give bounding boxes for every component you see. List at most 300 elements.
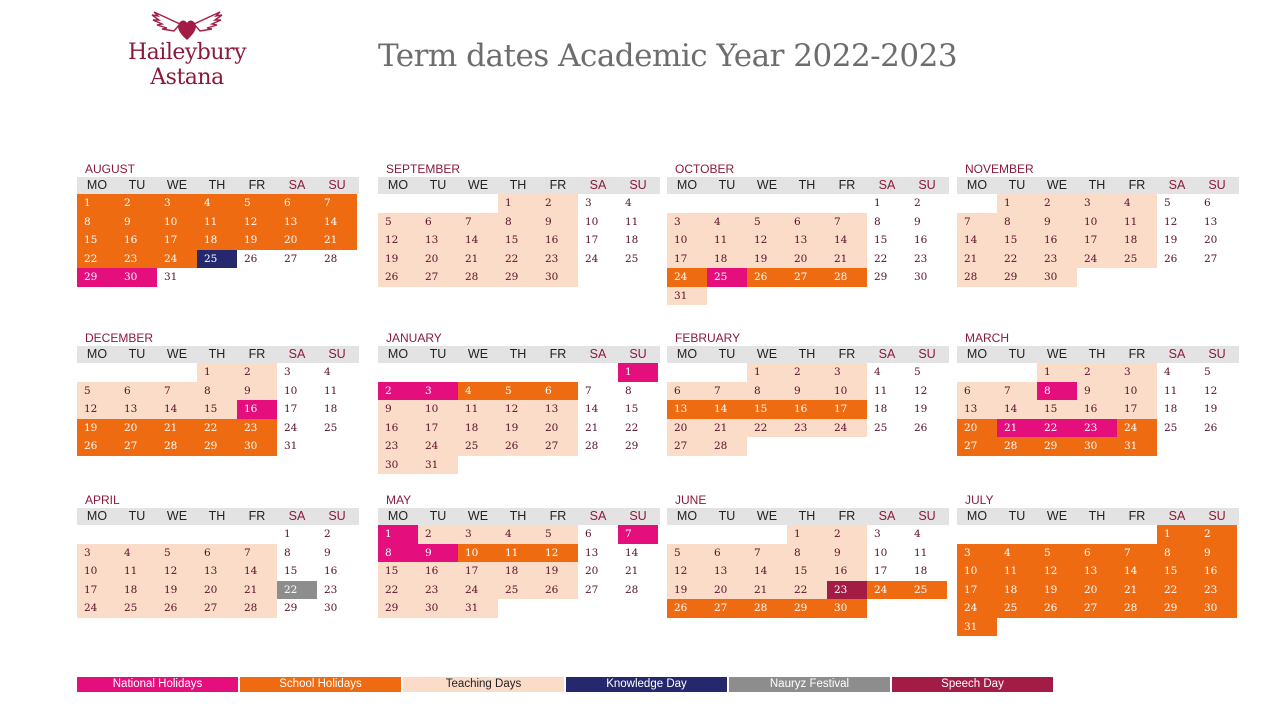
day-cell: 6 — [957, 382, 997, 401]
month-name: OCTOBER — [675, 162, 735, 176]
day-cell: 22 — [787, 581, 827, 600]
day-cell: 29 — [378, 599, 418, 618]
day-cell: 7 — [618, 525, 658, 544]
day-cell: 1 — [498, 194, 538, 213]
weekday-label: MO — [86, 509, 108, 523]
day-cell: 11 — [117, 562, 157, 581]
day-cell: 19 — [77, 419, 117, 438]
month-august — [77, 162, 359, 287]
weekday-label: SU — [629, 509, 647, 523]
day-cell: 4 — [707, 213, 747, 232]
day-cell: 1 — [874, 197, 881, 209]
day-cell: 15 — [747, 400, 787, 419]
day-cell: 11 — [874, 384, 888, 397]
day-cell: 24 — [667, 268, 707, 287]
day-cell: 13 — [197, 562, 237, 581]
week-row — [957, 525, 1239, 544]
day-cell: 4 — [1117, 194, 1157, 213]
day-cell: 6 — [538, 382, 578, 401]
day-cell: 29 — [1157, 599, 1197, 618]
weekday-label: MO — [676, 509, 698, 523]
week-row — [667, 363, 949, 382]
day-cell: 23 — [237, 419, 277, 438]
day-cell: 17 — [874, 565, 888, 577]
day-cell: 27 — [1077, 599, 1117, 618]
week-row — [378, 268, 660, 287]
day-cell: 22 — [1157, 581, 1197, 600]
day-cell: 17 — [77, 581, 117, 600]
day-cell: 5 — [667, 544, 707, 563]
day-cell: 12 — [667, 562, 707, 581]
day-cell: 17 — [1077, 231, 1117, 250]
week-row — [667, 213, 949, 232]
day-cell: 26 — [244, 252, 258, 265]
week-row — [667, 544, 949, 563]
day-cell: 20 — [1077, 581, 1117, 600]
day-cell: 2 — [117, 194, 157, 213]
weekday-label: SU — [1208, 178, 1226, 192]
weekday-label: TH — [1088, 347, 1106, 361]
day-cell: 21 — [957, 250, 997, 269]
day-cell: 19 — [1037, 581, 1077, 600]
day-cell: 26 — [378, 268, 418, 287]
day-cell: 20 — [957, 419, 997, 438]
day-cell: 13 — [1204, 215, 1218, 228]
day-cell: 7 — [957, 213, 997, 232]
weekday-label: SA — [288, 509, 306, 523]
day-cell: 4 — [997, 544, 1037, 563]
day-cell: 12 — [747, 231, 787, 250]
day-cell: 12 — [914, 384, 928, 397]
day-cell: 19 — [498, 419, 538, 438]
day-cell: 2 — [914, 197, 921, 209]
week-row — [957, 382, 1239, 401]
weekday-label: SA — [288, 347, 306, 361]
weekday-label: TU — [718, 347, 736, 361]
weekday-label: TH — [208, 347, 226, 361]
day-cell: 18 — [914, 565, 928, 577]
day-cell: 2 — [827, 525, 867, 544]
day-cell: 3 — [827, 363, 867, 382]
day-cell: 27 — [667, 437, 707, 456]
day-cell: 15 — [77, 231, 117, 250]
weekday-header — [77, 508, 359, 525]
day-cell: 29 — [498, 268, 538, 287]
day-cell: 8 — [1157, 544, 1197, 563]
week-row — [378, 231, 660, 250]
day-cell: 3 — [667, 213, 707, 232]
week-row — [77, 363, 359, 382]
weekday-label: SU — [918, 509, 936, 523]
day-cell: 9 — [827, 544, 867, 563]
month-name: JANUARY — [386, 331, 442, 345]
day-cell: 8 — [197, 382, 237, 401]
weekday-label: SA — [589, 347, 607, 361]
day-cell: 14 — [827, 231, 867, 250]
day-cell: 1 — [787, 525, 827, 544]
day-cell: 16 — [418, 562, 458, 581]
day-cell: 13 — [957, 400, 997, 419]
weekday-header — [77, 177, 359, 194]
day-cell: 25 — [117, 599, 157, 618]
day-cell: 24 — [867, 581, 907, 600]
week-row — [77, 400, 359, 419]
day-cell: 6 — [1204, 197, 1211, 209]
day-cell: 18 — [1117, 231, 1157, 250]
week-row — [77, 382, 359, 401]
weekday-label: SA — [878, 347, 896, 361]
day-cell: 3 — [1077, 194, 1117, 213]
day-cell: 4 — [625, 197, 632, 209]
day-cell: 29 — [874, 271, 888, 283]
week-row — [77, 544, 359, 563]
day-cell: 18 — [707, 250, 747, 269]
weekday-label: TH — [798, 178, 816, 192]
day-cell: 20 — [418, 250, 458, 269]
day-cell: 15 — [874, 234, 888, 246]
month-name: AUGUST — [85, 162, 136, 176]
weekday-label: TH — [208, 178, 226, 192]
week-row — [77, 562, 359, 581]
day-cell: 30 — [538, 268, 578, 287]
day-cell: 26 — [914, 421, 928, 434]
day-cell: 10 — [827, 382, 867, 401]
day-cell: 15 — [1037, 400, 1077, 419]
day-cell: 14 — [625, 546, 639, 559]
weekday-header — [378, 346, 660, 363]
week-row — [957, 231, 1239, 250]
month-january — [378, 331, 660, 474]
day-cell: 8 — [284, 546, 291, 559]
day-cell: 28 — [324, 252, 338, 265]
day-cell: 30 — [117, 268, 157, 287]
day-cell: 8 — [378, 544, 418, 563]
day-cell: 19 — [237, 231, 277, 250]
week-row — [957, 562, 1239, 581]
week-row — [957, 618, 1239, 637]
weekday-label: MO — [86, 178, 108, 192]
day-cell: 11 — [707, 231, 747, 250]
day-cell: 5 — [1037, 544, 1077, 563]
day-cell: 22 — [277, 581, 317, 600]
day-cell: 10 — [585, 215, 599, 228]
weekday-label: SU — [328, 509, 346, 523]
day-cell: 3 — [157, 194, 197, 213]
day-cell: 10 — [957, 562, 997, 581]
week-row — [77, 231, 359, 250]
day-cell: 24 — [827, 419, 867, 438]
day-cell: 5 — [378, 213, 418, 232]
day-cell: 7 — [237, 544, 277, 563]
week-row — [378, 581, 660, 600]
month-september — [378, 162, 660, 287]
day-cell: 17 — [458, 562, 498, 581]
weekday-label: SU — [328, 178, 346, 192]
day-cell: 28 — [827, 268, 867, 287]
day-cell: 6 — [277, 194, 317, 213]
day-cell: 5 — [1164, 197, 1171, 209]
weekday-label: TU — [429, 178, 447, 192]
weekday-label: WE — [1046, 509, 1068, 523]
day-cell: 15 — [284, 565, 298, 577]
day-cell: 17 — [157, 231, 197, 250]
day-cell: 27 — [197, 599, 237, 618]
day-cell: 15 — [625, 403, 639, 415]
week-row — [667, 525, 949, 544]
day-cell: 7 — [747, 544, 787, 563]
day-cell: 4 — [914, 528, 921, 540]
day-cell: 13 — [277, 213, 317, 232]
day-cell: 13 — [538, 400, 578, 419]
day-cell: 25 — [197, 250, 237, 269]
day-cell: 2 — [1077, 363, 1117, 382]
day-cell: 11 — [498, 544, 538, 563]
day-cell: 28 — [237, 599, 277, 618]
week-row — [77, 250, 359, 269]
day-cell: 28 — [625, 583, 639, 596]
weekday-label: FR — [248, 347, 266, 361]
day-cell: 9 — [378, 400, 418, 419]
day-cell: 14 — [157, 400, 197, 419]
day-cell: 24 — [157, 250, 197, 269]
day-cell: 17 — [827, 400, 867, 419]
day-cell: 28 — [585, 440, 599, 452]
day-cell: 10 — [1117, 382, 1157, 401]
day-cell: 1 — [747, 363, 787, 382]
day-cell: 16 — [378, 419, 418, 438]
day-cell: 17 — [585, 234, 599, 246]
weekday-label: SA — [288, 178, 306, 192]
week-row — [667, 382, 949, 401]
day-cell: 1 — [1037, 363, 1077, 382]
day-cell: 31 — [957, 618, 997, 637]
week-row — [957, 599, 1239, 618]
day-cell: 15 — [787, 562, 827, 581]
day-cell: 18 — [197, 231, 237, 250]
day-cell: 10 — [77, 562, 117, 581]
day-cell: 25 — [707, 268, 747, 287]
school-logo — [92, 10, 282, 90]
day-cell: 19 — [1204, 403, 1218, 415]
day-cell: 22 — [77, 250, 117, 269]
day-cell: 23 — [1037, 250, 1077, 269]
day-cell: 17 — [957, 581, 997, 600]
day-cell: 2 — [787, 363, 827, 382]
week-row — [378, 213, 660, 232]
day-cell: 27 — [585, 583, 599, 596]
day-cell: 18 — [874, 403, 888, 415]
day-cell: 5 — [157, 544, 197, 563]
month-name: APRIL — [85, 493, 120, 507]
day-cell: 5 — [237, 194, 277, 213]
day-cell: 12 — [1164, 215, 1178, 228]
weekday-label: SU — [629, 178, 647, 192]
weekday-label: TH — [509, 347, 527, 361]
day-cell: 19 — [667, 581, 707, 600]
day-cell: 18 — [498, 562, 538, 581]
day-cell: 27 — [707, 599, 747, 618]
week-row — [378, 525, 660, 544]
month-february — [667, 331, 949, 456]
weekday-label: TH — [1088, 178, 1106, 192]
day-cell: 11 — [324, 384, 338, 397]
day-cell: 10 — [157, 213, 197, 232]
day-cell: 15 — [997, 231, 1037, 250]
day-cell: 23 — [538, 250, 578, 269]
day-cell: 26 — [77, 437, 117, 456]
weekday-label: TU — [429, 347, 447, 361]
day-cell: 22 — [498, 250, 538, 269]
day-cell: 23 — [324, 583, 338, 596]
weekday-label: FR — [838, 347, 856, 361]
day-cell: 14 — [707, 400, 747, 419]
weekday-label: SA — [1168, 509, 1186, 523]
month-march — [957, 331, 1239, 456]
day-cell: 6 — [667, 382, 707, 401]
day-cell: 26 — [747, 268, 787, 287]
week-row — [957, 213, 1239, 232]
day-cell: 22 — [625, 421, 639, 434]
day-cell: 12 — [1037, 562, 1077, 581]
day-cell: 9 — [418, 544, 458, 563]
day-cell: 11 — [625, 215, 639, 228]
day-cell: 15 — [378, 562, 418, 581]
day-cell: 29 — [997, 268, 1037, 287]
day-cell: 24 — [957, 599, 997, 618]
day-cell: 13 — [585, 546, 599, 559]
day-cell: 26 — [1164, 252, 1178, 265]
day-cell: 6 — [197, 544, 237, 563]
day-cell: 9 — [1197, 544, 1237, 563]
day-cell: 7 — [585, 384, 592, 397]
day-cell: 30 — [324, 602, 338, 614]
day-cell: 29 — [77, 268, 117, 287]
day-cell: 13 — [418, 231, 458, 250]
weekday-label: FR — [1128, 347, 1146, 361]
day-cell: 16 — [1037, 231, 1077, 250]
day-cell: 24 — [284, 421, 298, 434]
week-row — [378, 437, 660, 456]
day-cell: 18 — [997, 581, 1037, 600]
day-cell: 25 — [498, 581, 538, 600]
day-cell: 2 — [378, 382, 418, 401]
day-cell: 3 — [418, 382, 458, 401]
day-cell: 21 — [317, 231, 357, 250]
day-cell: 29 — [625, 440, 639, 452]
day-cell: 28 — [997, 437, 1037, 456]
week-row — [378, 194, 660, 213]
week-row — [667, 250, 949, 269]
page-title: Term dates Academic Year 2022-2023 — [378, 38, 958, 74]
week-row — [667, 231, 949, 250]
weekday-label: TH — [509, 178, 527, 192]
weekday-label: WE — [166, 509, 188, 523]
day-cell: 16 — [324, 565, 338, 577]
day-cell: 1 — [618, 363, 658, 382]
day-cell: 28 — [707, 437, 747, 456]
day-cell: 6 — [787, 213, 827, 232]
day-cell: 7 — [458, 213, 498, 232]
day-cell: 24 — [585, 252, 599, 265]
day-cell: 22 — [1037, 419, 1077, 438]
day-cell: 8 — [498, 213, 538, 232]
day-cell: 28 — [157, 437, 197, 456]
day-cell: 10 — [458, 544, 498, 563]
day-cell: 1 — [1157, 525, 1197, 544]
weekday-label: TU — [128, 347, 146, 361]
week-row — [667, 194, 949, 213]
week-row — [667, 599, 949, 618]
day-cell: 19 — [378, 250, 418, 269]
weekday-label: MO — [966, 347, 988, 361]
day-cell: 12 — [157, 562, 197, 581]
day-cell: 26 — [1204, 421, 1218, 434]
week-row — [77, 525, 359, 544]
month-name: NOVEMBER — [965, 162, 1034, 176]
weekday-label: SA — [1168, 178, 1186, 192]
day-cell: 11 — [997, 562, 1037, 581]
month-name: FEBRUARY — [675, 331, 741, 345]
day-cell: 6 — [707, 544, 747, 563]
day-cell: 29 — [787, 599, 827, 618]
legend-item: Teaching Days — [403, 677, 564, 692]
day-cell: 24 — [1117, 419, 1157, 438]
day-cell: 25 — [458, 437, 498, 456]
weekday-label: SU — [918, 178, 936, 192]
day-cell: 25 — [625, 252, 639, 265]
weekday-label: FR — [1128, 509, 1146, 523]
day-cell: 2 — [237, 363, 277, 382]
day-cell: 11 — [914, 546, 928, 559]
weekday-label: TH — [798, 347, 816, 361]
day-cell: 12 — [498, 400, 538, 419]
day-cell: 8 — [625, 384, 632, 397]
day-cell: 21 — [707, 419, 747, 438]
day-cell: 23 — [1197, 581, 1237, 600]
day-cell: 1 — [378, 525, 418, 544]
day-cell: 31 — [667, 287, 707, 306]
month-december — [77, 331, 359, 456]
day-cell: 6 — [585, 528, 592, 540]
day-cell: 24 — [418, 437, 458, 456]
day-cell: 4 — [324, 366, 331, 378]
weekday-label: SA — [589, 178, 607, 192]
day-cell: 8 — [874, 215, 881, 228]
day-cell: 9 — [324, 546, 331, 559]
day-cell: 30 — [237, 437, 277, 456]
day-cell: 20 — [707, 581, 747, 600]
legend-item: Speech Day — [892, 677, 1053, 692]
day-cell: 3 — [77, 544, 117, 563]
day-cell: 9 — [117, 213, 157, 232]
week-row — [378, 419, 660, 438]
week-row — [957, 581, 1239, 600]
day-cell: 21 — [997, 419, 1037, 438]
week-row — [378, 382, 660, 401]
week-row — [957, 400, 1239, 419]
weekday-label: FR — [838, 178, 856, 192]
day-cell: 12 — [77, 400, 117, 419]
month-name: JULY — [965, 493, 994, 507]
day-cell: 28 — [1117, 599, 1157, 618]
day-cell: 4 — [117, 544, 157, 563]
day-cell: 19 — [747, 250, 787, 269]
day-cell: 9 — [1077, 382, 1117, 401]
day-cell: 11 — [458, 400, 498, 419]
legend-item: Knowledge Day — [566, 677, 727, 692]
weekday-label: FR — [549, 178, 567, 192]
weekday-label: TU — [128, 509, 146, 523]
